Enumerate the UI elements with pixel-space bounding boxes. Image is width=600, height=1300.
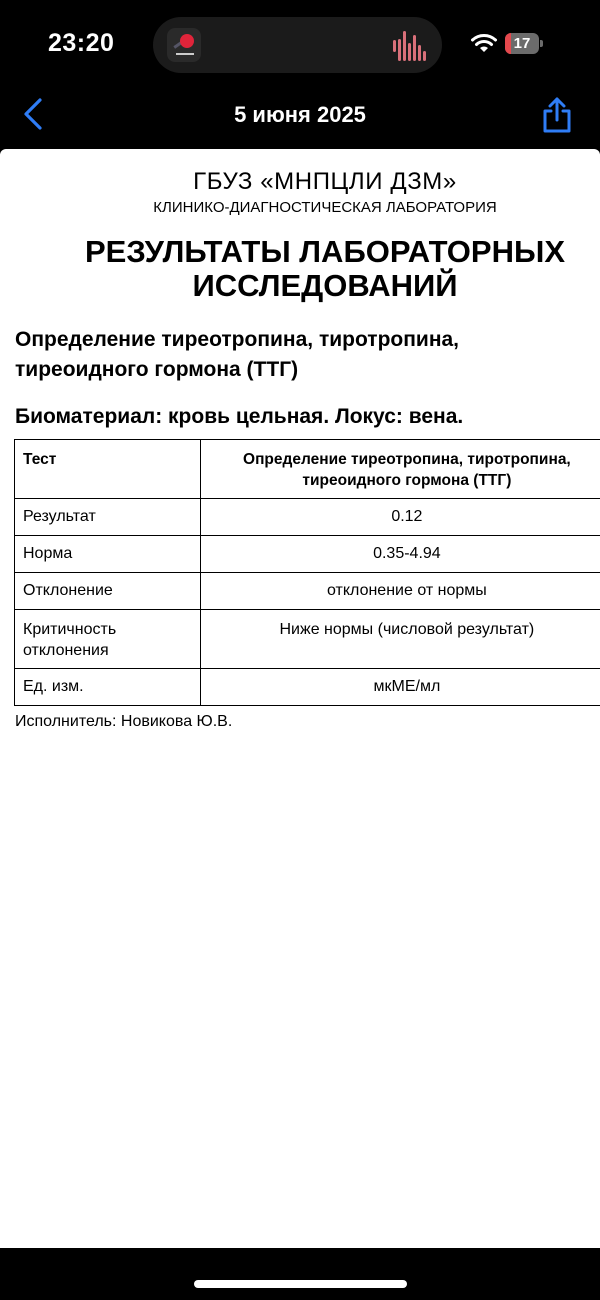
- table-row: [15, 610, 600, 669]
- row-label: Норма: [15, 536, 201, 573]
- row-value: Ниже нормы (числовой результат): [200, 610, 600, 669]
- navigation-bar: [0, 90, 600, 148]
- now-playing-artwork: [167, 28, 201, 62]
- page-title: 5 июня 2025: [234, 102, 366, 127]
- test-heading: Определение тиреотропина, тиротропина, тиреоидного гормона (ТТГ): [15, 328, 460, 381]
- row-label: Отклонение: [15, 573, 201, 610]
- table-header-row: [15, 440, 600, 499]
- row-label: Критичность отклонения: [15, 610, 201, 669]
- status-bar: [0, 0, 600, 90]
- row-label: Результат: [15, 499, 201, 536]
- table-row: [15, 499, 600, 536]
- biomaterial-line: Биоматериал: кровь цельная. Локус: вена.: [15, 405, 464, 428]
- table-header-label: Тест: [15, 440, 201, 499]
- document-title-line: РЕЗУЛЬТАТЫ ЛАБОРАТОРНЫХ: [84, 234, 565, 269]
- row-value: мкМЕ/мл: [200, 669, 600, 706]
- row-value: 0.35-4.94: [200, 536, 600, 573]
- row-value: 0.12: [200, 499, 600, 536]
- row-label: Ед. изм.: [15, 669, 201, 706]
- organization-name: ГБУЗ «МНПЦЛИ ДЗМ»: [193, 168, 457, 195]
- document-title: [0, 235, 600, 303]
- document-page[interactable]: [0, 149, 600, 1248]
- wifi-icon: [470, 32, 498, 54]
- home-indicator[interactable]: [194, 1280, 407, 1288]
- audio-waveform-icon: [393, 31, 427, 61]
- laboratory-name: КЛИНИКО-ДИАГНОСТИЧЕСКАЯ ЛАБОРАТОРИЯ: [153, 199, 497, 216]
- executor-line: Исполнитель: Новикова Ю.В.: [15, 713, 233, 730]
- dynamic-island[interactable]: [153, 17, 442, 73]
- table-row: [15, 536, 600, 573]
- battery-icon: [505, 33, 543, 54]
- share-button[interactable]: [540, 96, 574, 134]
- results-table: [14, 439, 600, 706]
- battery-level: 17: [513, 35, 531, 52]
- table-header-value: Определение тиреотропина, тиротропина, тиреоидного гормона (ТТГ): [200, 440, 600, 499]
- status-time: 23:20: [48, 29, 115, 57]
- table-row: [15, 669, 600, 706]
- row-value: отклонение от нормы: [200, 573, 600, 610]
- table-row: [15, 573, 600, 610]
- document-title-line: ИССЛЕДОВАНИЙ: [192, 268, 458, 303]
